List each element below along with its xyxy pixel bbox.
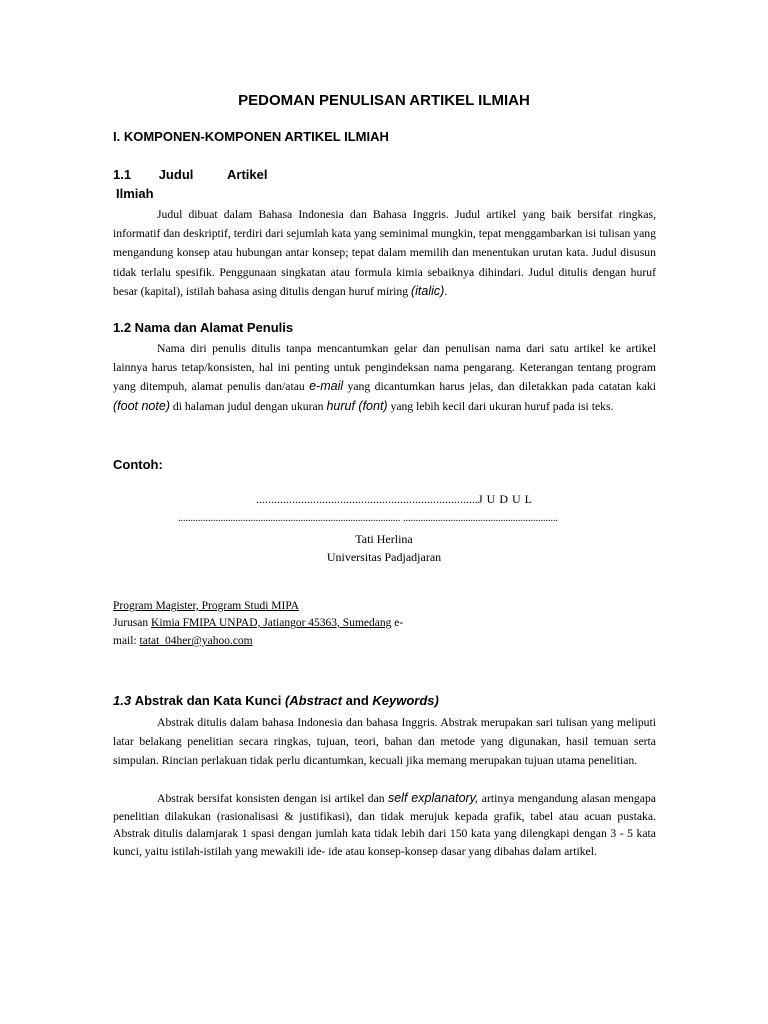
- paragraph-judul: [113, 205, 656, 301]
- paragraph-penulis-text-1: Nama diri penulis ditulis tanpa mencantumkan gelar dan penulisan nama dari satu artikel ke artikel lainnya harus tetap/konsisten, hal ini penting untuk pengindeksan nama pengarang. Keterangan tentang program yang ditempuh, alamat penulis dan/atau: [113, 342, 656, 394]
- heading-1-3-and: and: [342, 693, 373, 708]
- example-program-text: Program Magister, Program Studi MIPA: [113, 600, 299, 612]
- paragraph-abstrak-1: [113, 713, 656, 771]
- example-author-dots: ......................................................................................... ..............................................................: [178, 513, 558, 524]
- example-title-line: [256, 492, 533, 507]
- example-address-suffix: e-: [391, 617, 404, 629]
- heading-1-1-number: 1.1: [113, 167, 132, 182]
- example-title: J U D U L: [478, 492, 533, 506]
- heading-1-1: [113, 167, 267, 182]
- paragraph-abstrak-2-text-1: Abstrak bersifat konsisten dengan isi artikel dan: [157, 792, 388, 805]
- example-title-dots: ..........................................................................: [256, 492, 478, 506]
- paragraph-judul-text: Judul dibuat dalam Bahasa Indonesia dan Bahasa Inggris. Judul artikel yang baik bersifat ringkas, informatif dan deskriptif, terdiri dari sejumlah kata yang seminimal mungkin, tepat menggambarkan isi tulisan yang mengandung konsep atau hubungan antar konsep; tepat dalam memilih dan menentukan urutan kata. Judul disusun tidak terlalu spesifik. Penggunaan singkatan atau formula kimia sebaiknya dihindari. Judul ditulis dengan huruf besar (kapital), istilah bahasa asing ditulis dengan huruf miring: [113, 208, 656, 298]
- heading-1-1-word-1: Judul: [158, 167, 194, 182]
- section-heading-1: I. KOMPONEN-KOMPONEN ARTIKEL ILMIAH: [113, 129, 389, 144]
- paragraph-penulis-text-4: yang lebih kecil dari ukuran huruf pada isi teks.: [387, 399, 614, 413]
- paragraph-penulis: [113, 339, 656, 416]
- italic-term: (foot note): [113, 398, 170, 413]
- example-email-prefix: mail:: [113, 635, 140, 647]
- heading-1-3-text: Abstrak dan Kata Kunci: [134, 693, 285, 708]
- paragraph-abstrak-2-text-2: artinya mengandung alasan mengapa penelitian dilakukan (rasionalisasi & justifikasi), dan tidak merujuk kepada grafik, tabel atau acuan pustaka. Abstrak ditulis dalamjarak 1 spasi dengan jumlah kata tidak lebih dari 150 kata yang dilengkapi dengan 3 - 5 kata kunci, yaitu istilah-istilah yang mewakili ide- ide atau konsep-konsep dasar yang dibahas dalam artikel.: [113, 792, 656, 858]
- example-university: Universitas Padjadjaran: [326, 550, 442, 564]
- paragraph-abstrak-2: [113, 790, 656, 860]
- document-title: PEDOMAN PENULISAN ARTIKEL ILMIAH: [238, 92, 530, 109]
- heading-1-3-number: 1.3: [113, 693, 135, 708]
- heading-1-1-word-2: Artikel: [227, 167, 268, 182]
- example-address-prefix: Jurusan: [113, 617, 152, 629]
- heading-1-1-word-3: Ilmiah: [116, 186, 154, 201]
- paragraph-penulis-text-2: yang dicantumkan harus jelas, dan diletakkan pada catatan kaki: [343, 380, 656, 394]
- example-email: [113, 635, 253, 647]
- example-label: Contoh:: [113, 457, 163, 472]
- example-author: Tati Herlina: [355, 532, 413, 546]
- example-program: [113, 600, 299, 612]
- italic-term: self explanatory,: [387, 791, 479, 805]
- italic-term: (italic): [410, 283, 445, 298]
- heading-1-3-italic-2: Keywords): [372, 693, 439, 708]
- paragraph-judul-end: .: [444, 284, 448, 298]
- italic-term: huruf (font): [326, 398, 388, 413]
- example-email-link[interactable]: tatat_04her@yahoo.com: [139, 635, 253, 647]
- paragraph-abstrak-1-text: Abstrak ditulis dalam bahasa Indonesia dan bahasa Inggris. Abstrak merupakan sari tulisan yang meliputi latar belakang penelitian secara ringkas, tujuan, teori, bahan dan metode yang digunakan, hasil temuan serta simpulan. Rincian perlakuan tidak perlu dicantumkan, kecuali jika memang merupakan tujuan utama penelitian.: [113, 716, 656, 768]
- example-address: [113, 617, 403, 629]
- paragraph-penulis-text-3: di halaman judul dengan ukuran: [169, 399, 327, 413]
- example-address-link[interactable]: Kimia FMIPA UNPAD, Jatiangor 45363, Sumedang: [151, 617, 392, 629]
- heading-1-2: 1.2 Nama dan Alamat Penulis: [113, 320, 294, 335]
- italic-term: e-mail: [309, 379, 344, 394]
- heading-1-3-italic-1: (Abstract: [284, 693, 343, 708]
- heading-1-3: [113, 693, 439, 708]
